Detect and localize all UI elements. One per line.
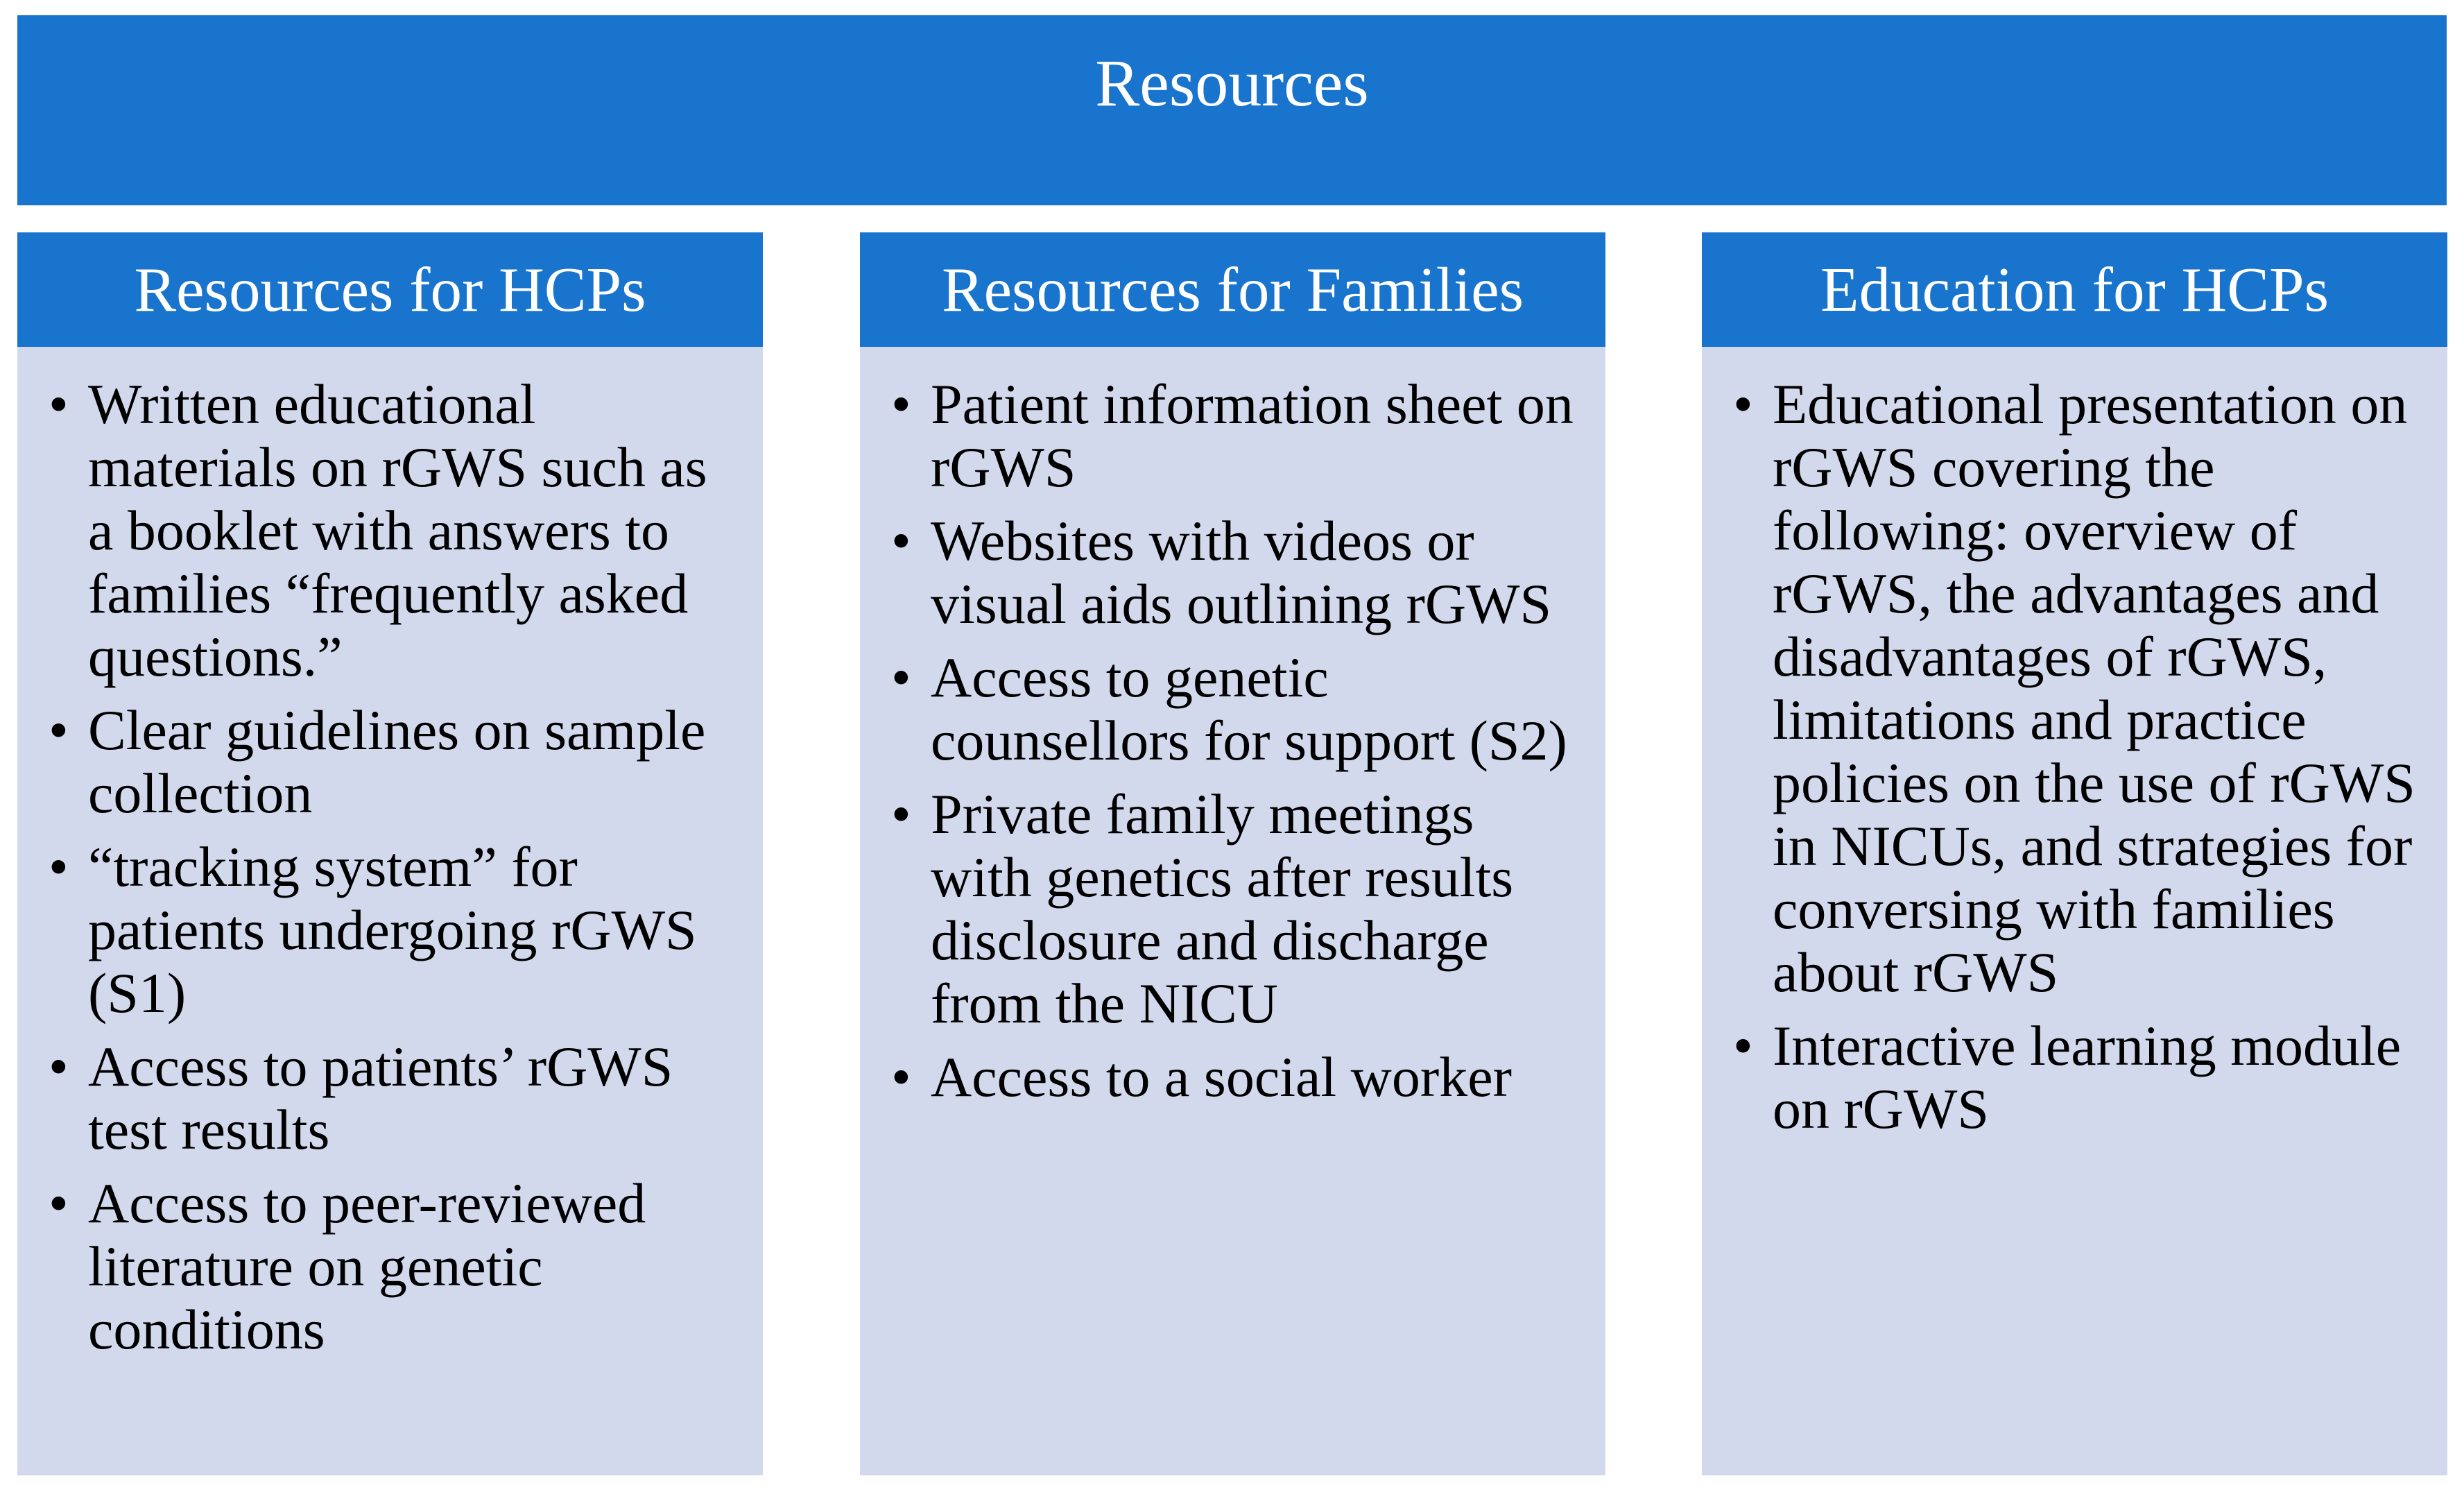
list-item: • Interactive learning module on rGWS bbox=[1733, 1014, 2402, 1140]
bullet-icon: • bbox=[1733, 1014, 1753, 1077]
column-resources-for-families bbox=[860, 232, 1605, 1475]
column-header: Resources for Families bbox=[860, 232, 1605, 347]
list-item: • Patient information sheet on rGWS bbox=[891, 372, 1574, 499]
list-item: • Websites with videos or visual aids outlining rGWS bbox=[891, 509, 1552, 635]
list-item: • “tracking system” for patients undergoing rGWS (S1) bbox=[49, 835, 697, 1025]
bullet-icon: • bbox=[891, 1045, 911, 1108]
list-item: • Educational presentation on rGWS covering the following: overview of rGWS, the advantages and disadvantages of rGWS, limitations and practice policies on the use of rGWS in NICUs, and strategies for conversing with families about rGWS bbox=[1733, 372, 2415, 1004]
item-list bbox=[1702, 347, 2447, 1140]
item-list bbox=[860, 347, 1605, 1108]
bullet-icon: • bbox=[891, 646, 911, 709]
bullet-icon: • bbox=[891, 372, 911, 436]
column-education-for-hcps bbox=[1702, 232, 2447, 1475]
bullet-icon: • bbox=[49, 1035, 69, 1098]
bullet-icon: • bbox=[49, 372, 69, 436]
list-item: • Written educational materials on rGWS such as a booklet with answers to families “frequently asked questions.” bbox=[49, 372, 707, 688]
list-item: • Private family meetings with genetics after results disclosure and discharge from the NICU bbox=[891, 782, 1514, 1035]
column-header: Resources for HCPs bbox=[17, 232, 763, 347]
bullet-icon: • bbox=[1733, 372, 1753, 436]
list-item: • Access to peer-reviewed literature on genetic conditions bbox=[49, 1172, 646, 1361]
bullet-icon: • bbox=[49, 835, 69, 898]
list-item: • Access to genetic counsellors for support (S2) bbox=[891, 646, 1567, 772]
item-list bbox=[17, 347, 763, 1361]
column-resources-for-hcps bbox=[17, 232, 763, 1475]
resources-title: Resources bbox=[17, 15, 2447, 205]
bullet-icon: • bbox=[49, 1172, 69, 1235]
list-item: • Access to patients’ rGWS test results bbox=[49, 1035, 673, 1161]
list-item: • Access to a social worker bbox=[891, 1045, 1512, 1108]
bullet-icon: • bbox=[891, 509, 911, 572]
list-item: • Clear guidelines on sample collection bbox=[49, 699, 706, 825]
column-header: Education for HCPs bbox=[1702, 232, 2447, 347]
bullet-icon: • bbox=[891, 782, 911, 846]
bullet-icon: • bbox=[49, 699, 69, 762]
